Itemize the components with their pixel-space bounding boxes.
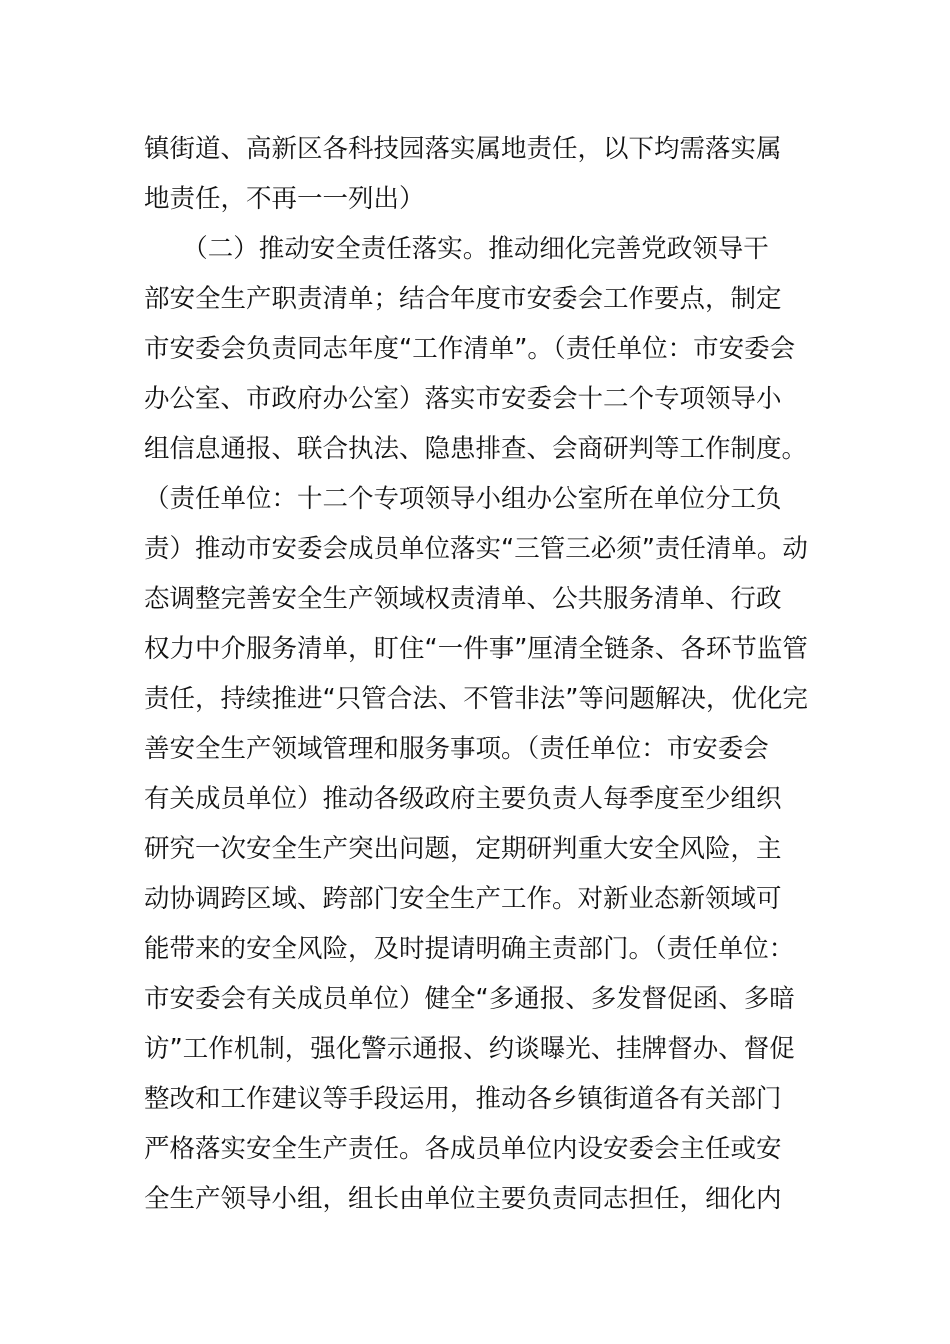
text-line: （二）推动安全责任落实。推动细化完善党政领导干 bbox=[144, 234, 769, 264]
text-line: 能带来的安全风险，及时提请明确主责部门。（责任单位： bbox=[144, 934, 795, 964]
text-line: 镇街道、高新区各科技园落实属地责任，以下均需落实属 bbox=[144, 134, 782, 164]
text-line: 地责任，不再一一列出） bbox=[144, 184, 425, 214]
text-line: 责任，持续推进“只管合法、不管非法”等问题解决，优化完 bbox=[144, 684, 808, 714]
text-line: （责任单位：十二个专项领导小组办公室所在单位分工负 bbox=[144, 484, 782, 514]
text-line: 严格落实安全生产责任。各成员单位内设安委会主任或安 bbox=[144, 1134, 782, 1164]
text-line: 善安全生产领域管理和服务事项。（责任单位：市安委会 bbox=[144, 734, 769, 764]
text-line: 全生产领导小组，组长由单位主要负责同志担任，细化内 bbox=[144, 1184, 782, 1214]
text-line: 部安全生产职责清单；结合年度市安委会工作要点，制定 bbox=[144, 284, 782, 314]
text-line: 市安委会有关成员单位）健全“多通报、多发督促函、多暗 bbox=[144, 984, 795, 1014]
text-line: 态调整完善安全生产领域权责清单、公共服务清单、行政 bbox=[144, 584, 782, 614]
text-line: 权力中介服务清单，盯住“一件事”厘清全链条、各环节监管 bbox=[144, 634, 808, 664]
text-line: 有关成员单位）推动各级政府主要负责人每季度至少组织 bbox=[144, 784, 782, 814]
text-line: 办公室、市政府办公室）落实市安委会十二个专项领导小 bbox=[144, 384, 782, 414]
text-line: 研究一次安全生产突出问题，定期研判重大安全风险，主 bbox=[144, 834, 782, 864]
text-line: 访”工作机制，强化警示通报、约谈曝光、挂牌督办、督促 bbox=[144, 1034, 795, 1064]
text-line: 组信息通报、联合执法、隐患排查、会商研判等工作制度。 bbox=[144, 434, 808, 464]
text-line: 整改和工作建议等手段运用，推动各乡镇街道各有关部门 bbox=[144, 1084, 782, 1114]
text-line: 市安委会负责同志年度“工作清单”。（责任单位：市安委会 bbox=[144, 334, 796, 364]
text-line: 责）推动市安委会成员单位落实“三管三必须”责任清单。动 bbox=[144, 534, 808, 564]
text-line: 动协调跨区域、跨部门安全生产工作。对新业态新领域可 bbox=[144, 884, 782, 914]
body-text bbox=[144, 124, 814, 1224]
